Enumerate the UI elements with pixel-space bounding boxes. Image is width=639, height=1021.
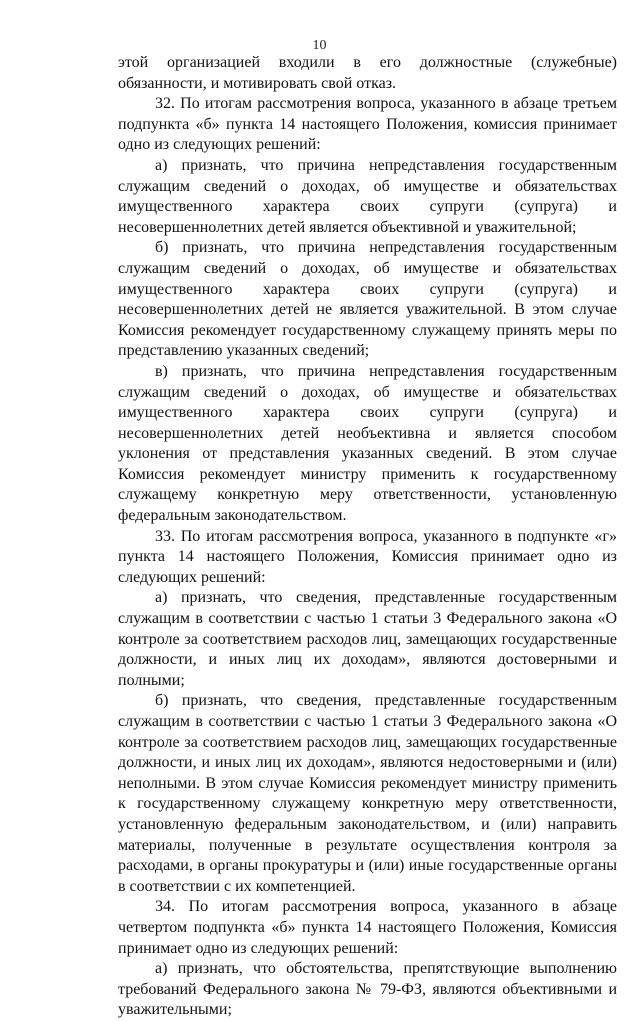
paragraph: а) признать, что обстоятельства, препятствующие выполнению требований Федерального закона № 79-ФЗ, являются объективными и уважительными; xyxy=(118,960,617,1019)
paragraph: б) признать, что сведения, представленные государственным служащим в соответствии с частью 1 статьи 3 Федерального закона «О контроле за соответствием расходов лиц, замещающих государственные должности, и иных лиц их доходам», являются недостоверными и (или) неполными. В этом случае Комиссия рекомендует министру применить к государственному служащему конкретную меру ответственности, установленную федеральным законодательством, и (или) направить материалы, полученные в результате осуществления контроля за расходами, в органы прокуратуры и (или) иные государственные органы в соответствии с их компетенцией. xyxy=(118,692,617,895)
paragraph: 34. По итогам рассмотрения вопроса, указанного в абзаце четвертом подпункта «б» пункта 14 настоящего Положения, Комиссия принимает одно из следующих решений: xyxy=(118,898,617,957)
paragraph: а) признать, что причина непредставления государственным служащим сведений о доходах, об имуществе и обязательствах имущественного характера своих супруги (супруга) и несовершеннолетних детей является объективной и уважительной; xyxy=(118,156,617,236)
document-body xyxy=(118,53,617,1021)
paragraph: а) признать, что сведения, представленные государственным служащим в соответствии с частью 1 статьи 3 Федерального закона «О контроле за соответствием расходов лиц, замещающих государственные должности, и иных лиц их доходам», являются достоверными и полными; xyxy=(118,589,617,689)
paragraph: 32. По итогам рассмотрения вопроса, указанного в абзаце третьем подпункта «б» пункта 14 настоящего Положения, комиссия принимает одно из следующих решений: xyxy=(118,95,617,154)
paragraph: 33. По итогам рассмотрения вопроса, указанного в подпункте «г» пункта 14 настоящего Положения, Комиссия принимает одно из следующих решений: xyxy=(118,527,617,586)
paragraph: этой организацией входили в его должностные (служебные) обязанности, и мотивировать свой отказ. xyxy=(118,54,617,92)
page-number: 10 xyxy=(312,38,327,53)
paragraph: б) признать, что причина непредставления государственным служащим сведений о доходах, об имуществе и обязательствах имущественного характера своих супруги (супруга) и несовершеннолетних детей не является уважительной. В этом случае Комиссия рекомендует государственному служащему принять меры по представлению указанных сведений; xyxy=(118,239,617,360)
paragraph: в) признать, что причина непредставления государственным служащим сведений о доходах, об имуществе и обязательствах имущественного характера своих супруги (супруга) и несовершеннолетних детей необъективна и является способом уклонения от представления указанных сведений. В этом случае Комиссия рекомендует министру применить к государственному служащему конкретную меру ответственности, установленную федеральным законодательством. xyxy=(118,362,617,525)
